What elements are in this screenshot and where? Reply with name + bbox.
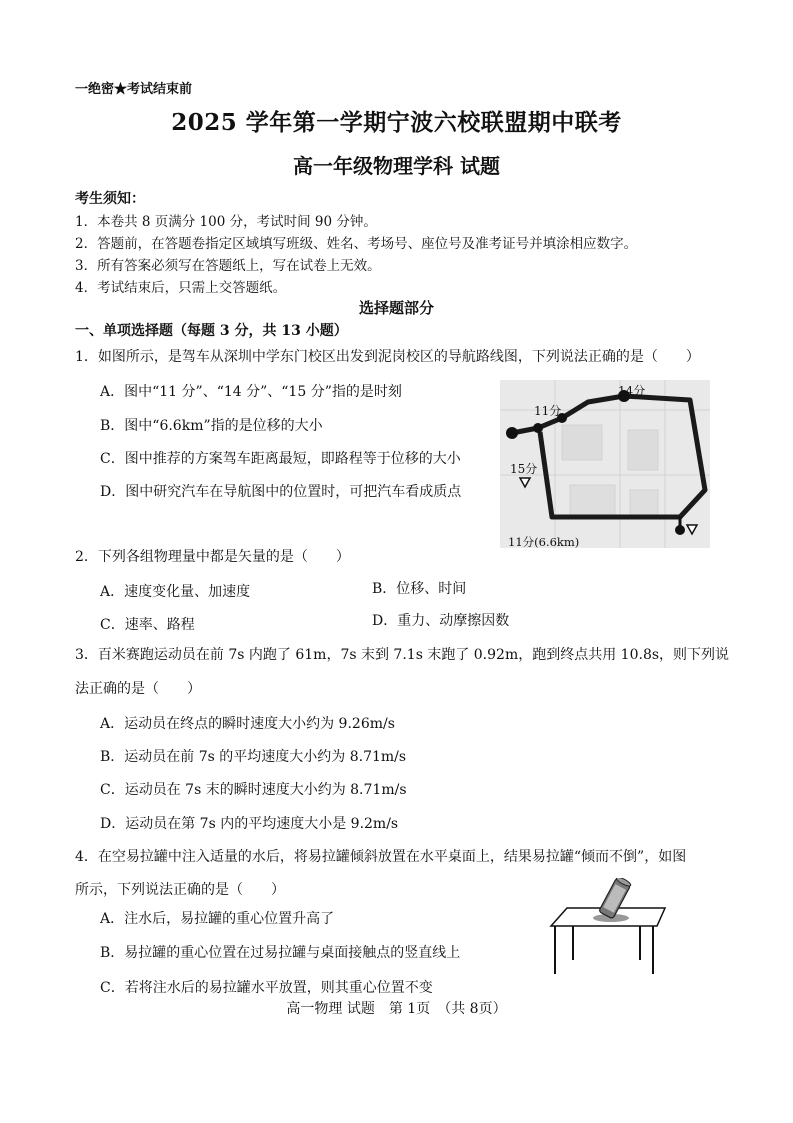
part-title: 一、单项选择题（每题 3 分，共 13 小题） xyxy=(75,323,348,339)
q1-option-d: D．图中研究汽车在导航图中的位置时，可把汽车看成质点 xyxy=(100,484,462,500)
q4-option-b: B．易拉罐的重心位置在过易拉罐与桌面接触点的竖直线上 xyxy=(100,945,461,961)
exam-subtitle: 高一年级物理学科 试题 xyxy=(293,154,500,178)
notice-heading: 考生须知： xyxy=(75,191,145,207)
q3-option-c: C．运动员在 7s 末的瞬时速度大小约为 8.71m/s xyxy=(100,782,407,798)
q2-stem: 2．下列各组物理量中都是矢量的是（ ） xyxy=(75,549,350,565)
q3-option-a: A．运动员在终点的瞬时速度大小约为 9.26m/s xyxy=(100,716,395,732)
notice-item: 3．所有答案必须写在答题纸上，写在试卷上无效。 xyxy=(75,258,381,274)
exam-title: 2025 学年第一学期宁波六校联盟期中联考 xyxy=(171,109,622,136)
notice-item: 2．答题前，在答题卷指定区域填写班级、姓名、考场号、座位号及准考证号并填涂相应数字。 xyxy=(75,236,638,252)
q2-option-d: D．重力、动摩擦因数 xyxy=(372,613,510,629)
tilted-can-on-table-figure xyxy=(545,878,670,978)
q1-option-c: C．图中推荐的方案驾车距离最短，即路程等于位移的大小 xyxy=(100,451,461,467)
q4-stem-line1: 4．在空易拉罐中注入适量的水后，将易拉罐倾斜放置在水平桌面上，结果易拉罐“倾而不倒”，如图 xyxy=(75,849,687,865)
map-label-14min: 14分 xyxy=(618,384,646,398)
q3-stem-line1: 3．百米赛跑运动员在前 7s 内跑了 61m，7s 末到 7.1s 末跑了 0.92m，跑到终点共用 10.8s，则下列说 xyxy=(75,647,730,663)
q3-option-b: B．运动员在前 7s 的平均速度大小约为 8.71m/s xyxy=(100,749,407,765)
q2-option-a: A．速度变化量、加速度 xyxy=(100,584,251,600)
q4-option-a: A．注水后，易拉罐的重心位置升高了 xyxy=(100,911,335,927)
map-label-15min: 15分 xyxy=(510,462,538,476)
q1-option-a: A．图中“11 分”、“14 分”、“15 分”指的是时刻 xyxy=(100,384,402,400)
page-footer: 高一物理 试题 第 1页 （共 8页） xyxy=(286,1001,507,1017)
navigation-route-map xyxy=(500,380,710,548)
section-title: 选择题部分 xyxy=(358,299,434,317)
notice-item: 1．本卷共 8 页满分 100 分，考试时间 90 分钟。 xyxy=(75,214,377,230)
q2-option-c: C．速率、路程 xyxy=(100,617,195,633)
q3-stem-line2: 法正确的是（ ） xyxy=(75,681,201,697)
q4-stem-line2: 所示，下列说法正确的是（ ） xyxy=(75,882,285,898)
q3-option-d: D．运动员在第 7s 内的平均速度大小是 9.2m/s xyxy=(100,816,399,832)
confidential-label: 一绝密★考试结束前 xyxy=(75,82,193,97)
map-label-11min: 11分 xyxy=(534,404,562,418)
q1-option-b: B．图中“6.6km”指的是位移的大小 xyxy=(100,418,323,434)
q4-option-c: C．若将注水后的易拉罐水平放置，则其重心位置不变 xyxy=(100,980,433,996)
notice-item: 4．考试结束后，只需上交答题纸。 xyxy=(75,280,287,296)
q2-option-b: B．位移、时间 xyxy=(372,581,467,597)
map-label-distance: 11分(6.6km) xyxy=(508,535,580,549)
q1-stem: 1．如图所示，是驾车从深圳中学东门校区出发到泥岗校区的导航路线图，下列说法正确的是（ ） xyxy=(75,349,700,365)
